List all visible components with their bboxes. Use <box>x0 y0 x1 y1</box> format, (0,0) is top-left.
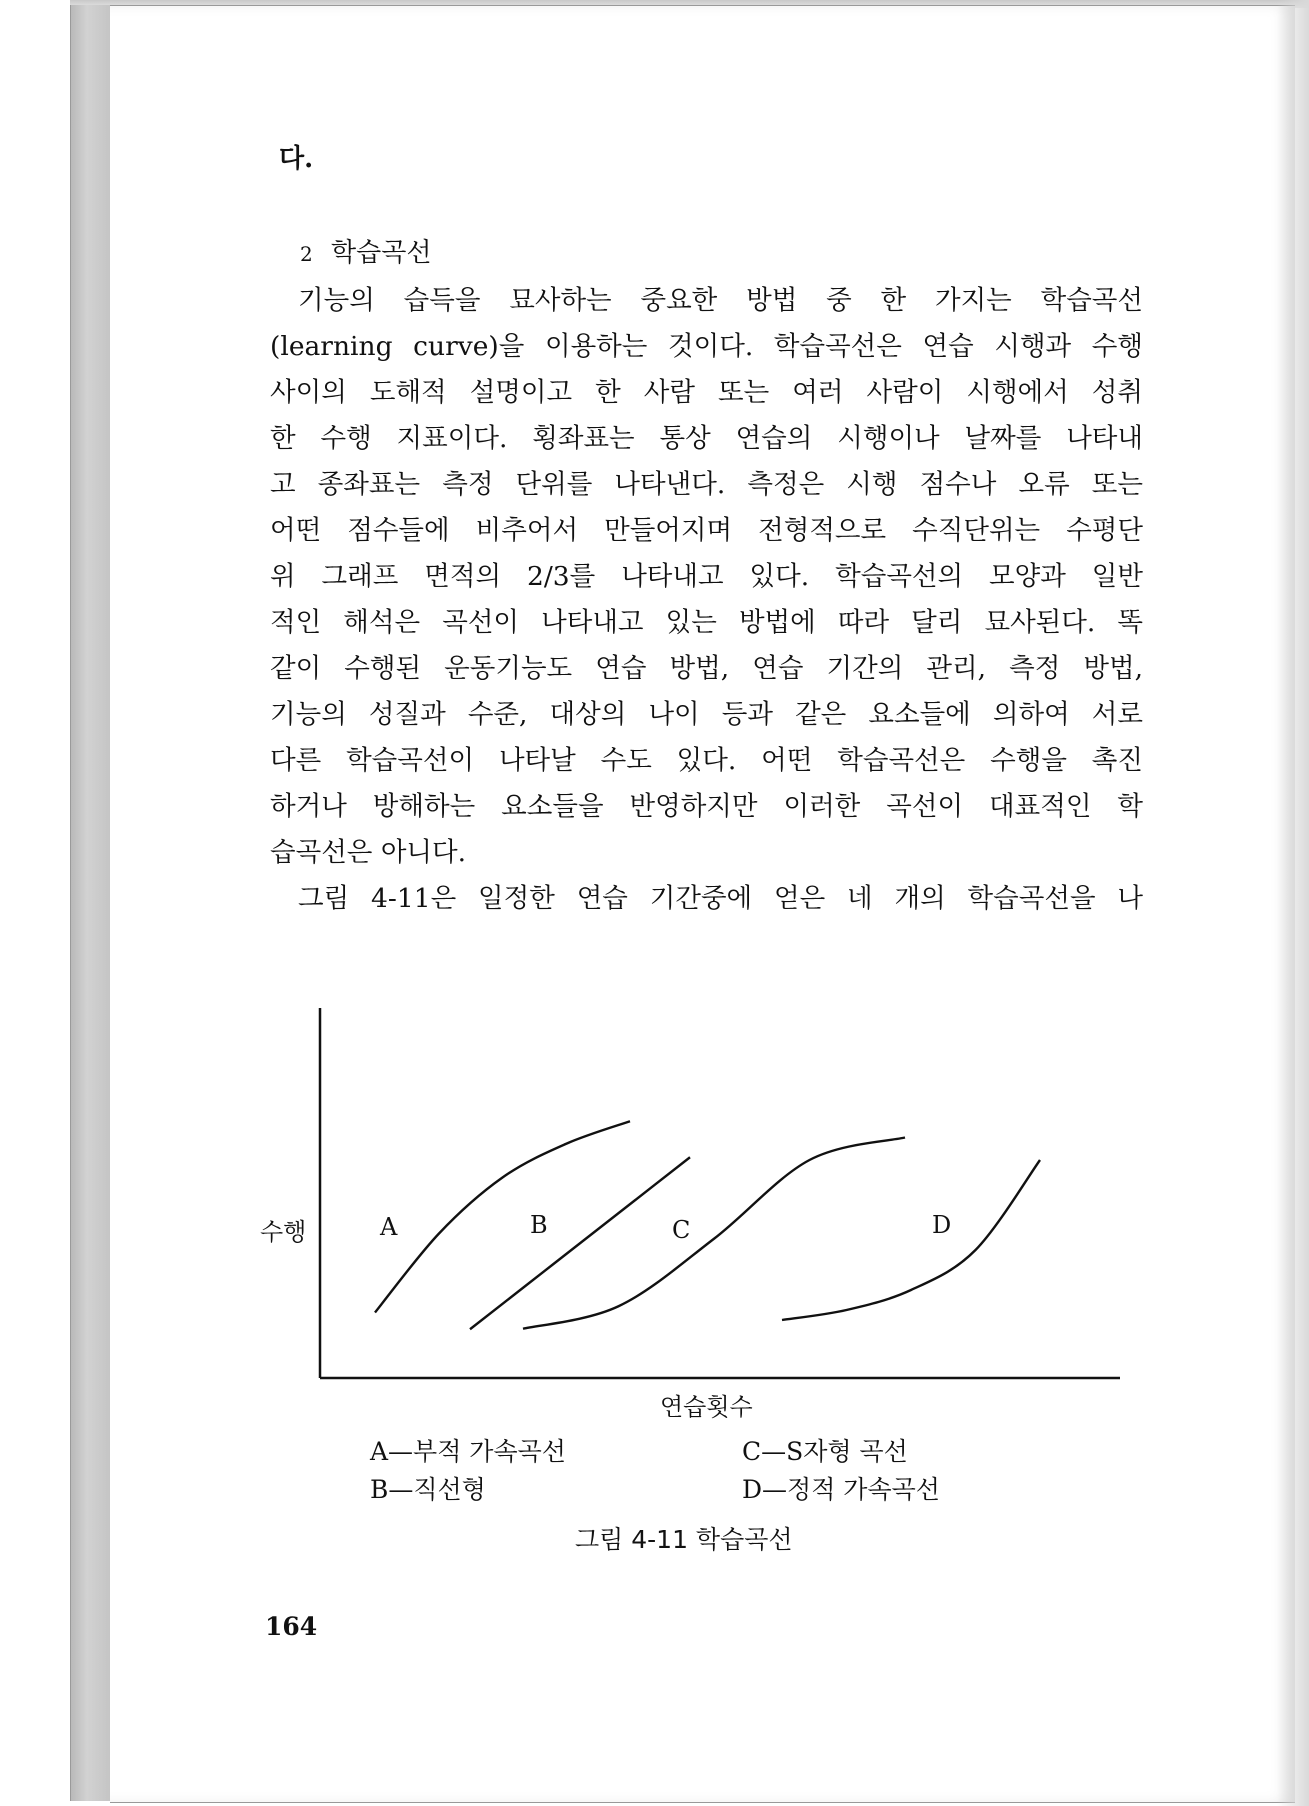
paragraph-line: 위 그래프 면적의 2/3를 나타내고 있다. 학습곡선의 모양과 일반 <box>270 561 1143 592</box>
series-d-curve <box>782 1160 1040 1320</box>
paragraph-line: 고 종좌표는 측정 단위를 나타낸다. 측정은 시행 점수나 오류 또는 <box>270 469 1143 500</box>
legend-item-a: A—부적 가속곡선 <box>370 1437 566 1466</box>
legend-item-b: B—직선형 <box>370 1475 486 1504</box>
series-c-label: C <box>672 1216 691 1244</box>
section-number: 2 <box>300 242 313 266</box>
book-spine-edge <box>70 5 111 1801</box>
paragraph-line: 한 수행 지표이다. 횡좌표는 통상 연습의 시행이나 날짜를 나타내 <box>270 423 1143 454</box>
learning-curve-chart <box>240 990 1140 1421</box>
figure-caption: 그림 4-11 학습곡선 <box>575 1525 793 1554</box>
series-c-curve <box>523 1138 905 1329</box>
series-a-curve <box>375 1121 630 1312</box>
paragraph-line: 다른 학습곡선이 나타날 수도 있다. 어떤 학습곡선은 수행을 촉진 <box>270 745 1143 776</box>
page-shadow <box>1277 0 1309 1806</box>
paragraph-line: 기능의 성질과 수준, 대상의 나이 등과 같은 요소들에 의하여 서로 <box>270 699 1143 730</box>
page-number: 164 <box>265 1612 318 1641</box>
continuation-fragment: 다. <box>279 144 314 174</box>
legend-item-c: C—S자형 곡선 <box>742 1437 908 1466</box>
series-b-curve <box>470 1157 690 1329</box>
series-a-label: A <box>380 1213 398 1241</box>
section-heading <box>300 232 431 269</box>
legend-item-d: D—정적 가속곡선 <box>742 1475 940 1504</box>
x-axis-label: 연습횟수 <box>660 1393 753 1421</box>
paragraph-line: 습곡선은 아니다. <box>270 837 467 868</box>
section-title: 학습곡선 <box>331 238 432 268</box>
y-axis-label: 수행 <box>260 1218 307 1246</box>
series-d-label: D <box>932 1211 952 1239</box>
paragraph-line: 사이의 도해적 설명이고 한 사람 또는 여러 사람이 시행에서 성취 <box>270 377 1143 408</box>
paragraph-line: 기능의 습득을 묘사하는 중요한 방법 중 한 가지는 학습곡선 <box>298 285 1143 316</box>
paragraph-line: 어떤 점수들에 비추어서 만들어지며 전형적으로 수직단위는 수평단 <box>270 515 1143 546</box>
chart-svg <box>240 990 1140 1430</box>
paragraph-line: 하거나 방해하는 요소들을 반영하지만 이러한 곡선이 대표적인 학 <box>270 791 1143 822</box>
paragraph-line: (learning curve)을 이용하는 것이다. 학습곡선은 연습 시행과 수행 <box>270 331 1143 362</box>
series-b-label: B <box>530 1211 548 1239</box>
paragraph-line: 같이 수행된 운동기능도 연습 방법, 연습 기간의 관리, 측정 방법, <box>270 653 1143 684</box>
paragraph-line: 그림 4-11은 일정한 연습 기간중에 얻은 네 개의 학습곡선을 나 <box>298 883 1143 914</box>
paragraph-line: 적인 해석은 곡선이 나타내고 있는 방법에 따라 달리 묘사된다. 똑 <box>270 607 1143 638</box>
body-paragraph <box>270 278 1143 922</box>
